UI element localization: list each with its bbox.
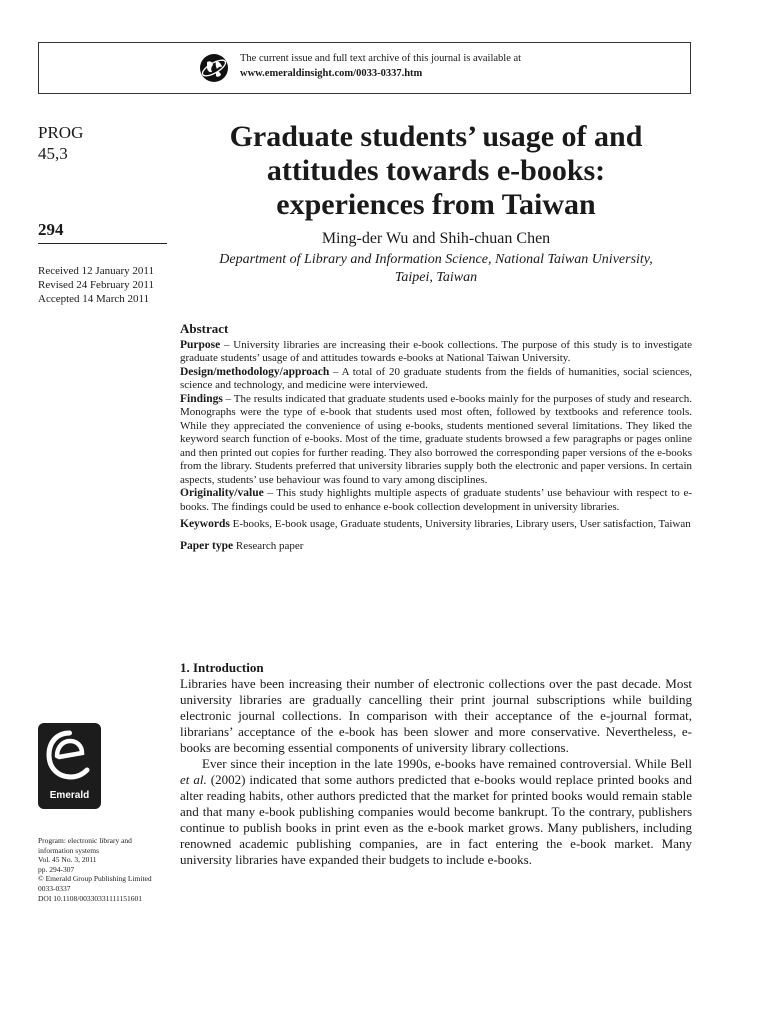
introduction-paragraph: Libraries have been increasing their number of electronic collections over the past decade. Most university libraries are gradually cancelling their print journal subscriptions while building electronic journal collections. In comparison with their acceptance of the e-journal format, librarians’ acceptance of the e-book has been slower and more conservative. Nevertheless, e-books are becoming essential components of university library collections.: [180, 676, 692, 755]
journal-code: PROG: [38, 123, 84, 142]
globe-icon: [199, 53, 229, 83]
purpose-label: Purpose: [180, 338, 221, 351]
title-line: Graduate students’ usage of and: [229, 120, 643, 153]
journal-info-line: information systems: [38, 845, 100, 855]
abstract-section: [180, 322, 692, 553]
originality-text: – This study highlights multiple aspects of graduate students’ use behaviour with respect to e-books. The findings could be used to enhance e-book collection development in university libraries.: [180, 487, 692, 513]
journal-code-block: [38, 122, 83, 164]
emerald-logo: [38, 723, 101, 809]
purpose-text: – University libraries are increasing their e-book collections. The purpose of this study is to investigate graduate students’ usage of and attitudes towards e-books at National Taiwan University.: [180, 338, 692, 364]
journal-info-line: Program: electronic library and: [38, 836, 132, 845]
findings-text: – The results indicated that graduate students used e-books mainly for the purposes of study and research. Monographs were the type of e-book that students used most often, followed by textbooks and reference tools. While they appreciated the convenience of using e-books, students mentioned several limitations. They liked the keyword search function of e-books. Most of the time, graduate students browsed a few paragraphs or pages online and then printed out copies for further reading. They also borrowed the corresponding paper versions of the e-books from the library. Students preferred that university libraries supply both the electronic and paper versions. In certain aspects, students’ use behaviour was found to vary among disciplines.: [180, 392, 692, 486]
abstract-paper-type: [180, 540, 692, 554]
abstract-keywords: [180, 518, 692, 532]
design-label: Design/methodology/approach: [180, 365, 330, 378]
journal-info-line: pp. 294-307: [38, 864, 75, 874]
volume-issue: 45,3: [38, 144, 68, 163]
introduction-paragraph: [180, 756, 692, 868]
abstract-design: [180, 366, 692, 393]
introduction-heading: 1. Introduction: [180, 660, 264, 675]
affiliation-line: Department of Library and Information Science, National Taiwan University,: [219, 252, 653, 267]
page-number-rule: [38, 243, 167, 244]
keywords-label: Keywords: [180, 518, 230, 530]
paper-type-label: Paper type: [180, 539, 234, 552]
journal-info-line: 0033-0337: [38, 883, 71, 893]
journal-info-line: Vol. 45 No. 3, 2011: [38, 855, 97, 865]
para2-start: Ever since their inception in the late 1990s, e-books have remained controversial. While Bell: [202, 756, 692, 771]
abstract-purpose: [180, 339, 692, 366]
emerald-e-icon: [45, 729, 94, 785]
findings-label: Findings: [180, 392, 223, 405]
article-dates: [38, 264, 154, 306]
accepted-date: Accepted 14 March 2011: [38, 293, 150, 305]
title-line: experiences from Taiwan: [276, 188, 596, 221]
introduction-section: [180, 660, 692, 868]
journal-citation-info: [38, 836, 152, 903]
keywords-text: E-books, E-book usage, Graduate students, University libraries, Library users, User satisfaction, Taiwan: [229, 518, 691, 530]
abstract-heading: Abstract: [180, 321, 229, 336]
revised-date: Revised 24 February 2011: [38, 279, 154, 291]
affiliation-line: Taipei, Taiwan: [394, 270, 478, 285]
article-title: [180, 120, 692, 222]
journal-url-link[interactable]: www.emeraldinsight.com/0033-0337.htm: [240, 68, 423, 79]
article-authors: Ming-der Wu and Shih-chuan Chen: [321, 230, 551, 247]
journal-info-line: DOI 10.1108/00330331111151601: [38, 893, 143, 903]
page-number: 294: [38, 220, 64, 239]
emerald-logo-text: Emerald: [49, 790, 90, 801]
journal-archive-notice: [38, 42, 691, 94]
received-date: Received 12 January 2011: [38, 265, 154, 277]
journal-info-line: © Emerald Group Publishing Limited: [38, 874, 152, 884]
et-al: et al.: [180, 772, 207, 787]
originality-label: Originality/value: [180, 487, 264, 499]
abstract-findings: [180, 393, 692, 488]
paper-type-text: Research paper: [233, 539, 304, 552]
author-affiliation: [180, 251, 692, 287]
para2-rest: (2002) indicated that some authors predicted that e-books would replace printed books and alter reading habits, other authors predicted that the market for printed books would remain stable and that many e-book publishing companies would become bankrupt. To the contrary, publishers continue to publish books in print even as the e-book market grows. Many publishers, including renowned academic publishing companies, are in fact entering the e-book market. Many university libraries have expanded their budgets to include e-books.: [180, 772, 692, 867]
design-text: – A total of 20 graduate students from the fields of humanities, social sciences, science and technology, and medicine were interviewed.: [180, 365, 692, 391]
abstract-originality: [180, 487, 692, 514]
title-line: attitudes towards e-books:: [266, 154, 606, 187]
archive-notice-text: The current issue and full text archive of this journal is available at: [240, 53, 522, 64]
